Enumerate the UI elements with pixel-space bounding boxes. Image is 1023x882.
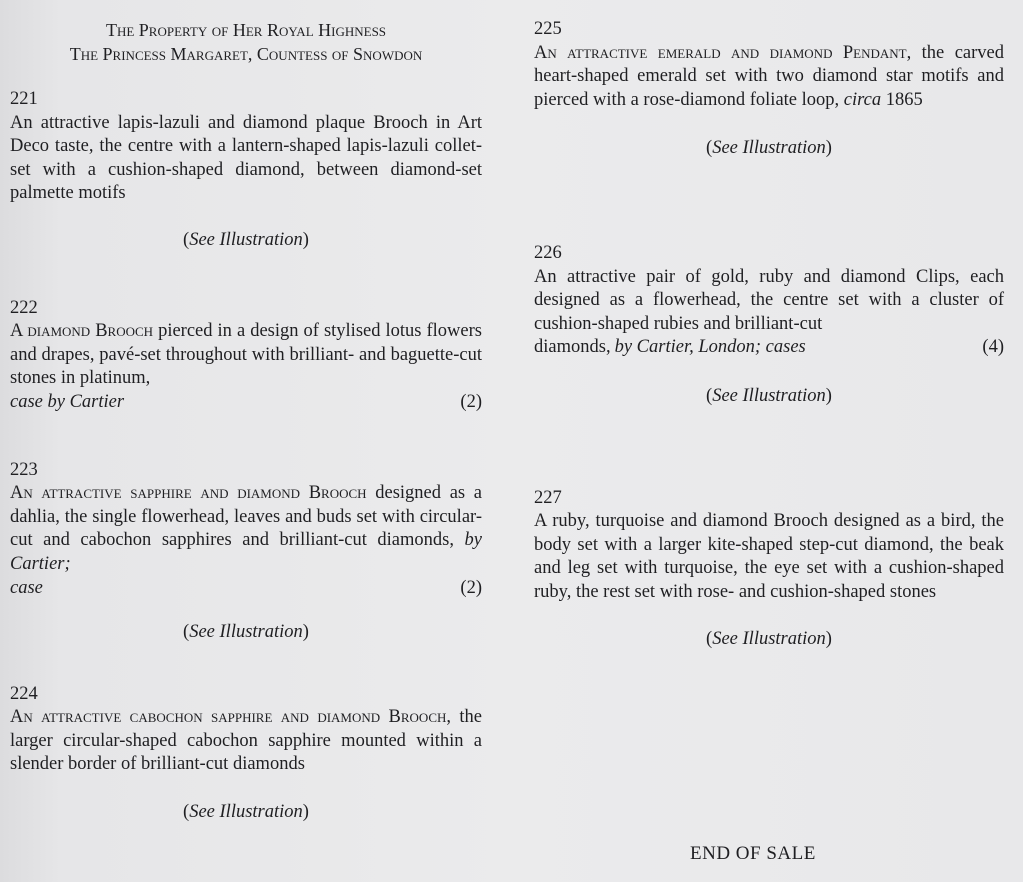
- end-of-sale: END OF SALE: [690, 843, 816, 864]
- lot-223: [10, 459, 482, 601]
- see-illustration: (See Illustration): [183, 622, 309, 643]
- lot-number: 225: [534, 19, 562, 39]
- lot-title: An attractive sapphire and diamond Brooch: [10, 483, 367, 504]
- lot-number: 221: [10, 89, 38, 109]
- lot-description: A ruby, turquoise and diamond Brooch designed as a bird, the body set with a larger kite-shaped step-cut diamond, the beak and leg set with turquoise, the eye set with a cushion-shaped ruby, the rest set with rose- and cushion-shaped stones: [534, 511, 1004, 602]
- right-column: [534, 18, 1004, 651]
- lot-number: 223: [10, 459, 38, 480]
- lot-description: An attractive lapis-lazuli and diamond plaque Brooch in Art Deco taste, the centre with a lantern-shaped lapis-lazuli collet-set with a cushion-shaped diamond, between diamond-set palmette motifs: [10, 112, 482, 204]
- see-illustration: (See Illustration): [183, 802, 309, 823]
- lot-226: [534, 242, 1004, 360]
- lot-227: [534, 487, 1004, 605]
- lot-title: A diamond Brooch: [10, 321, 154, 342]
- lot-case-note: case by Cartier: [10, 391, 125, 412]
- lot-number: 226: [534, 242, 562, 263]
- lot-count: (2): [460, 391, 482, 412]
- lot-last-line: [10, 577, 482, 601]
- lot-description: An attractive cabochon sapphire and diamond Brooch, the larger circular-shaped cabochon sapphire mounted within a slender border of brilliant-cut diamonds: [10, 707, 482, 775]
- lot-count: (2): [460, 577, 482, 598]
- see-illustration: (See Illustration): [706, 138, 832, 159]
- see-illustration: (See Illustration): [183, 229, 309, 250]
- lot-222: [10, 297, 482, 415]
- lot-number: 227: [534, 487, 562, 508]
- lot-last-line: [10, 391, 482, 415]
- lot-description: An attractive sapphire and diamond Brooch designed as a dahlia, the single flowerhead, leaves and buds set with circular-cut and cabochon sapphires and brilliant-cut diamonds, by Cartier;: [10, 483, 483, 574]
- lot-case-note: case: [10, 577, 43, 598]
- lot-number: 222: [10, 297, 38, 318]
- see-illustration: (See Illustration): [706, 628, 832, 649]
- lot-last-line: diamonds, by Cartier, London; cases (4): [534, 336, 1004, 360]
- lot-221: [10, 88, 482, 206]
- header-line-1: The Property of Her Royal Highness: [105, 20, 387, 40]
- lot-224: [10, 683, 482, 777]
- header-line-2: The Princess Margaret, Countess of Snowdon: [69, 44, 423, 64]
- lot-225: [534, 18, 1004, 112]
- lot-description: A diamond Brooch pierced in a design of stylised lotus flowers and drapes, pavé-set throughout with brilliant- and baguette-cut stones in platinum,: [10, 321, 482, 389]
- lot-title: An attractive cabochon sapphire and diamond Brooch,: [10, 707, 452, 728]
- lot-case-note: by Cartier, London; cases: [614, 337, 806, 358]
- lot-count: (4): [982, 337, 1004, 358]
- lot-description: An attractive emerald and diamond Pendant, the carved heart-shaped emerald set with two diamond star motifs and pierced with a rose-diamond foliate loop, circa 1865: [534, 42, 1004, 110]
- lot-title: An attractive emerald and diamond Pendant,: [534, 42, 912, 63]
- left-column: [10, 18, 482, 825]
- see-illustration: (See Illustration): [706, 385, 832, 406]
- provenance-header: [10, 18, 482, 66]
- lot-description: An attractive pair of gold, ruby and diamond Clips, each designed as a flowerhead, the centre set with a cluster of cushion-shaped rubies and brilliant-cut: [534, 266, 1004, 334]
- lot-number: 224: [10, 683, 38, 704]
